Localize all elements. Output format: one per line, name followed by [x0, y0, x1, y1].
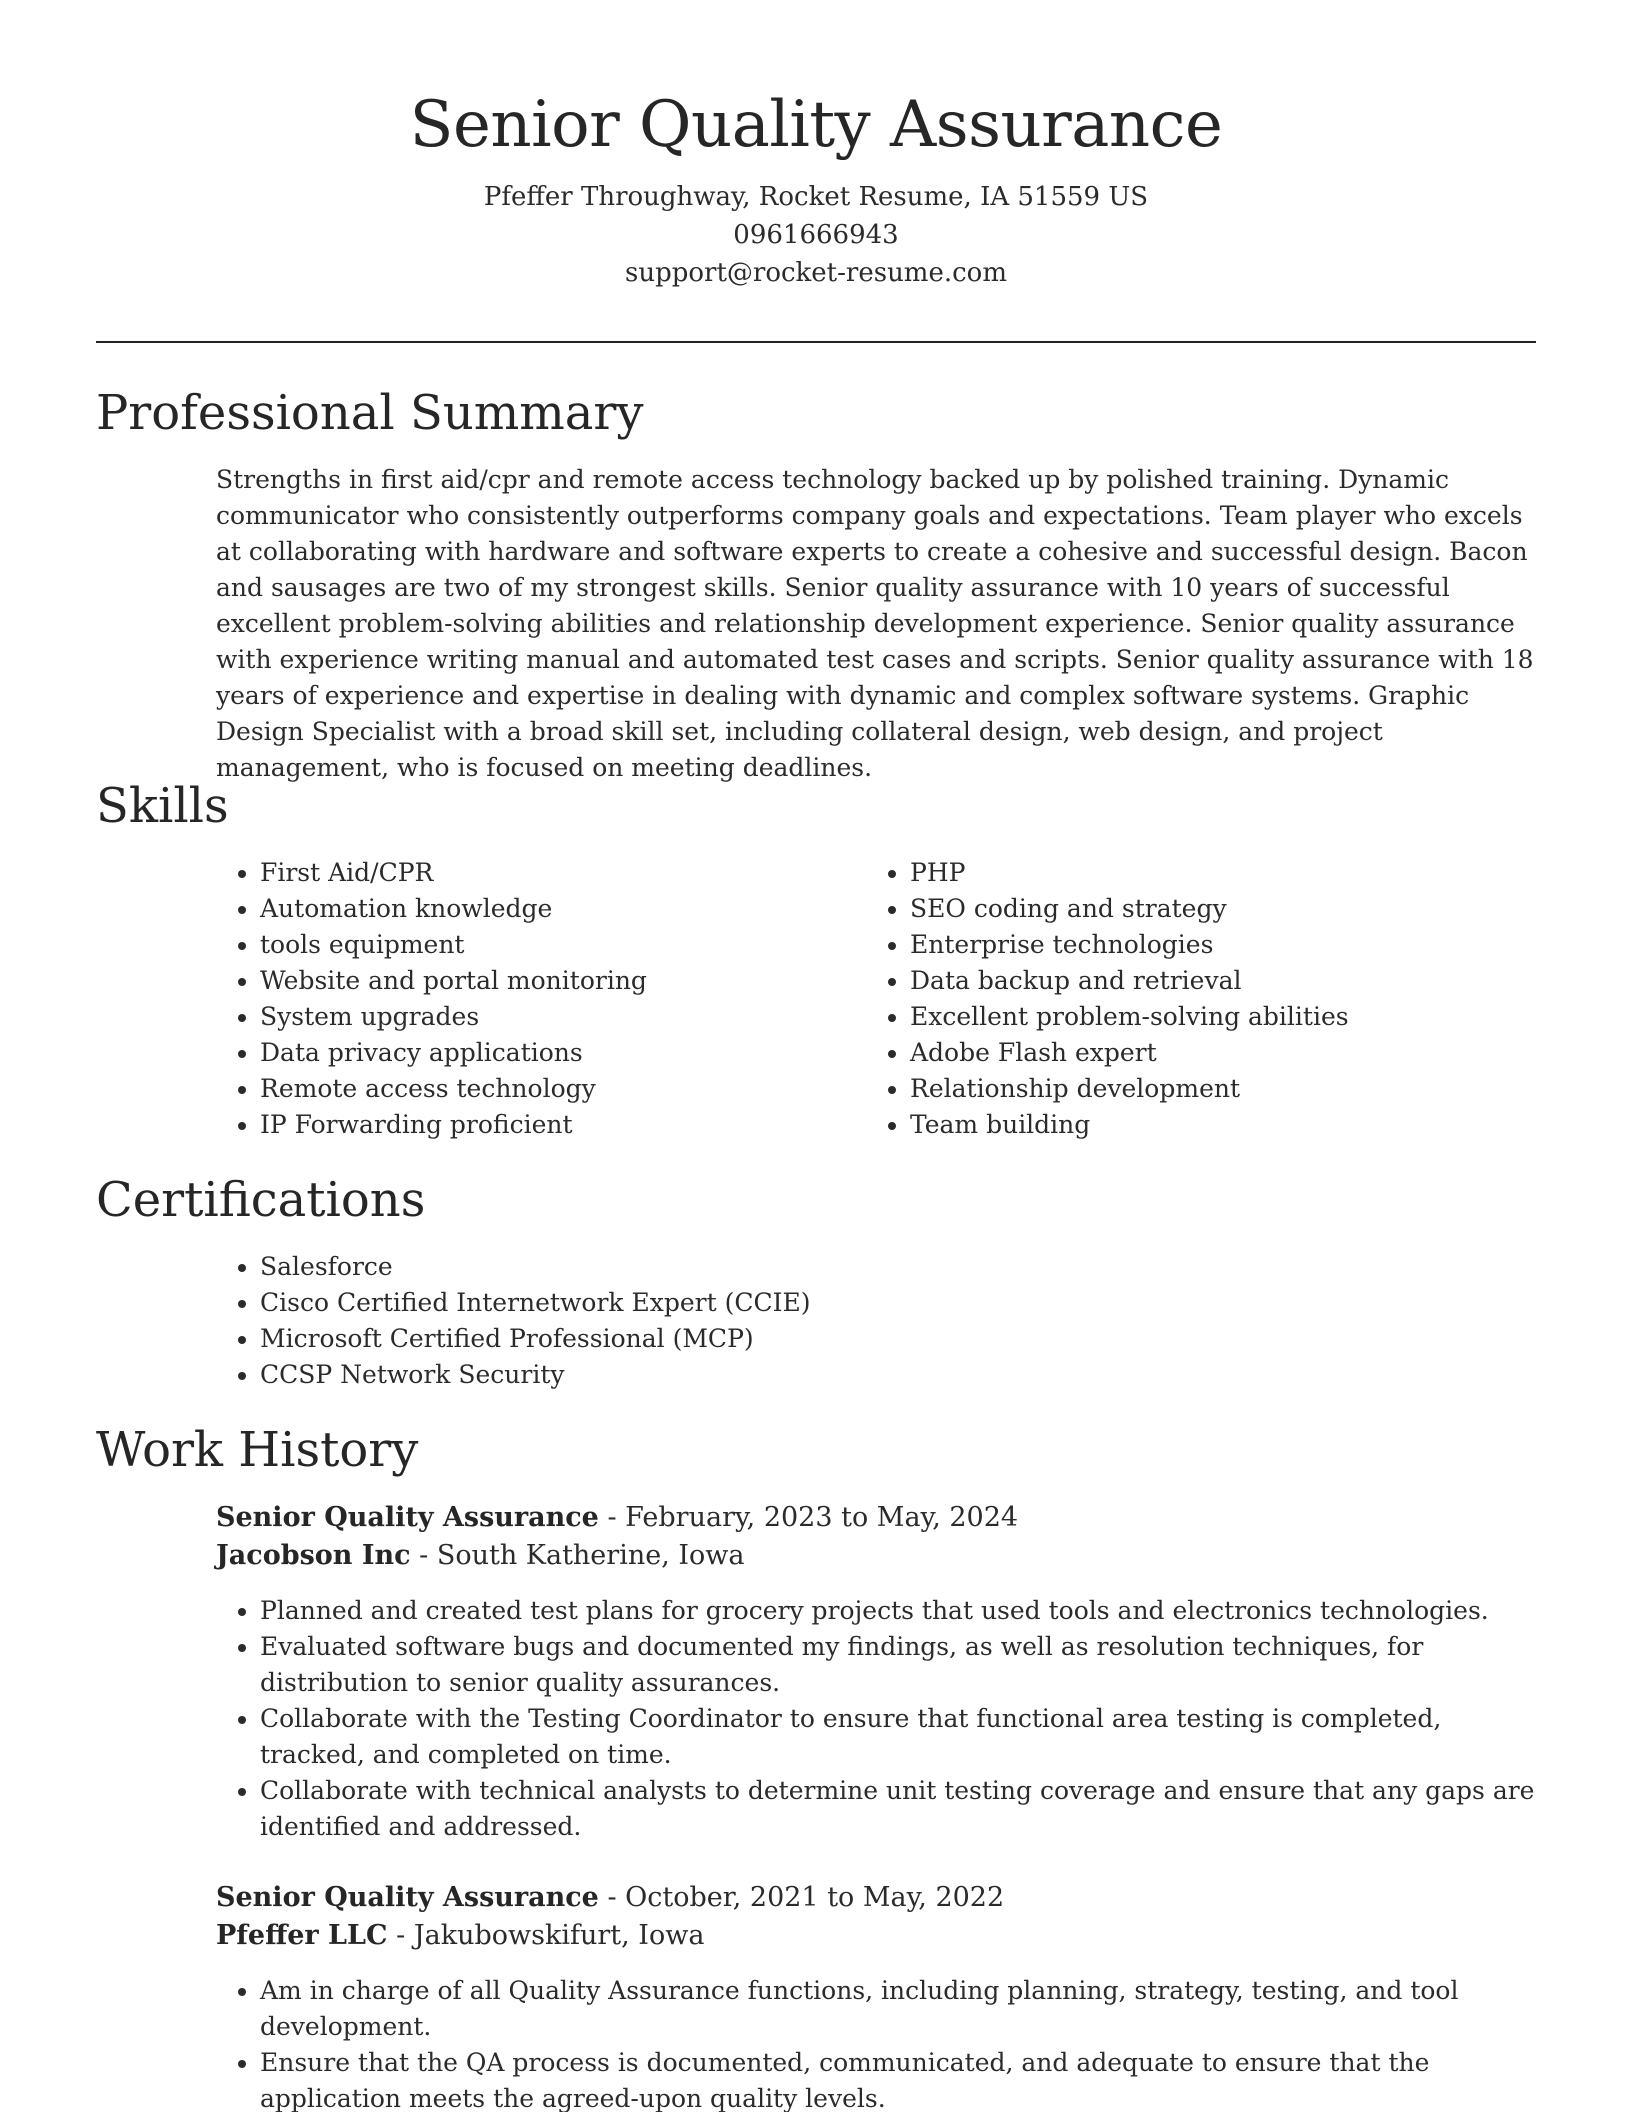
- email: support@rocket-resume.com: [624, 258, 1007, 288]
- skill-item: • Data backup and retrieval: [910, 963, 1526, 999]
- certification-item: • Salesforce: [260, 1249, 1116, 1285]
- resume-header: [96, 80, 1536, 292]
- certifications-list: [216, 1249, 1116, 1393]
- job-duty: • Collaborate with the Testing Coordinator to ensure that functional area testing is completed, tracked, and completed on time.: [260, 1701, 1538, 1773]
- skills-list-left: [216, 855, 816, 1143]
- job-duty: • Planned and created test plans for grocery projects that used tools and electronics technologies.: [260, 1593, 1538, 1629]
- work-history-heading: Work History: [96, 1422, 419, 1478]
- job-title: Senior Quality Assurance: [216, 1502, 599, 1533]
- skill-item: • SEO coding and strategy: [910, 891, 1526, 927]
- skill-item: • IP Forwarding proficient: [260, 1107, 816, 1143]
- skill-item: • Enterprise technologies: [910, 927, 1526, 963]
- skills-list-right: [866, 855, 1526, 1143]
- certification-item: • CCSP Network Security: [260, 1357, 1116, 1393]
- job-entry: [216, 1499, 1538, 1845]
- skill-item: • Remote access technology: [260, 1071, 816, 1107]
- job-company-line: [216, 1917, 1538, 1955]
- job-duties: [216, 1973, 1538, 2112]
- skill-item: • Adobe Flash expert: [910, 1035, 1526, 1071]
- job-dates: - October, 2021 to May, 2022: [598, 1882, 1005, 1913]
- skills-column-left: [216, 855, 816, 1143]
- phone: 0961666943: [733, 220, 899, 250]
- skill-item: • First Aid/CPR: [260, 855, 816, 891]
- address: Pfeffer Throughway, Rocket Resume, IA 51559 US: [483, 182, 1149, 212]
- job-dates: - February, 2023 to May, 2024: [598, 1502, 1019, 1533]
- job-duty: • Collaborate with technical analysts to determine unit testing coverage and ensure that any gaps are identified and addressed.: [260, 1773, 1538, 1845]
- summary-text: Strengths in first aid/cpr and remote access technology backed up by polished training. Dynamic communicator who consistently outperforms company goals and expectations. Team player who excels at collaborating with hardware and software experts to create a cohesive and successful design. Bacon and sausages are two of my strongest skills. Senior quality assurance with 10 years of successful excellent problem-solving abilities and relationship development experience. Senior quality assurance with experience writing manual and automated test cases and scripts. Senior quality assurance with 18 years of experience and expertise in dealing with dynamic and complex software systems. Graphic Design Specialist with a broad skill set, including collateral design, web design, and project management, who is focused on meeting deadlines.: [216, 465, 1534, 782]
- certification-item: • Microsoft Certified Professional (MCP): [260, 1321, 1116, 1357]
- job-title: Senior Quality Assurance: [216, 1882, 599, 1913]
- job-entry: [216, 1879, 1538, 2112]
- job-company: Pfeffer LLC: [216, 1920, 388, 1951]
- candidate-name: Senior Quality Assurance: [409, 88, 1223, 162]
- job-duty: • Ensure that the QA process is documented, communicated, and adequate to ensure that the application meets the agreed-upon quality levels.: [260, 2045, 1538, 2112]
- job-title-line: [216, 1879, 1538, 1917]
- skills-heading: Skills: [96, 778, 229, 834]
- skill-item: • Website and portal monitoring: [260, 963, 816, 999]
- job-duties: [216, 1593, 1538, 1845]
- skill-item: • PHP: [910, 855, 1526, 891]
- job-location: - Jakubowskifurt, Iowa: [387, 1920, 705, 1951]
- job-company-line: [216, 1537, 1538, 1575]
- skill-item: • Team building: [910, 1107, 1526, 1143]
- skill-item: • Relationship development: [910, 1071, 1526, 1107]
- skill-item: • System upgrades: [260, 999, 816, 1035]
- job-location: - South Katherine, Iowa: [410, 1540, 745, 1571]
- certifications-block: [216, 1249, 1116, 1393]
- skill-item: • tools equipment: [260, 927, 816, 963]
- job-company: Jacobson Inc: [216, 1540, 411, 1571]
- skill-item: • Excellent problem-solving abilities: [910, 999, 1526, 1035]
- skill-item: • Automation knowledge: [260, 891, 816, 927]
- job-duty: • Am in charge of all Quality Assurance functions, including planning, strategy, testing, and tool development.: [260, 1973, 1538, 2045]
- certification-item: • Cisco Certified Internetwork Expert (CCIE): [260, 1285, 1116, 1321]
- certifications-heading: Certifications: [96, 1172, 426, 1228]
- job-duty: • Evaluated software bugs and documented my findings, as well as resolution techniques, for distribution to senior quality assurances.: [260, 1629, 1538, 1701]
- header-divider: [96, 341, 1536, 343]
- skill-item: • Data privacy applications: [260, 1035, 816, 1071]
- job-title-line: [216, 1499, 1538, 1537]
- skills-column-right: [866, 855, 1526, 1143]
- summary-heading: Professional Summary: [96, 385, 644, 441]
